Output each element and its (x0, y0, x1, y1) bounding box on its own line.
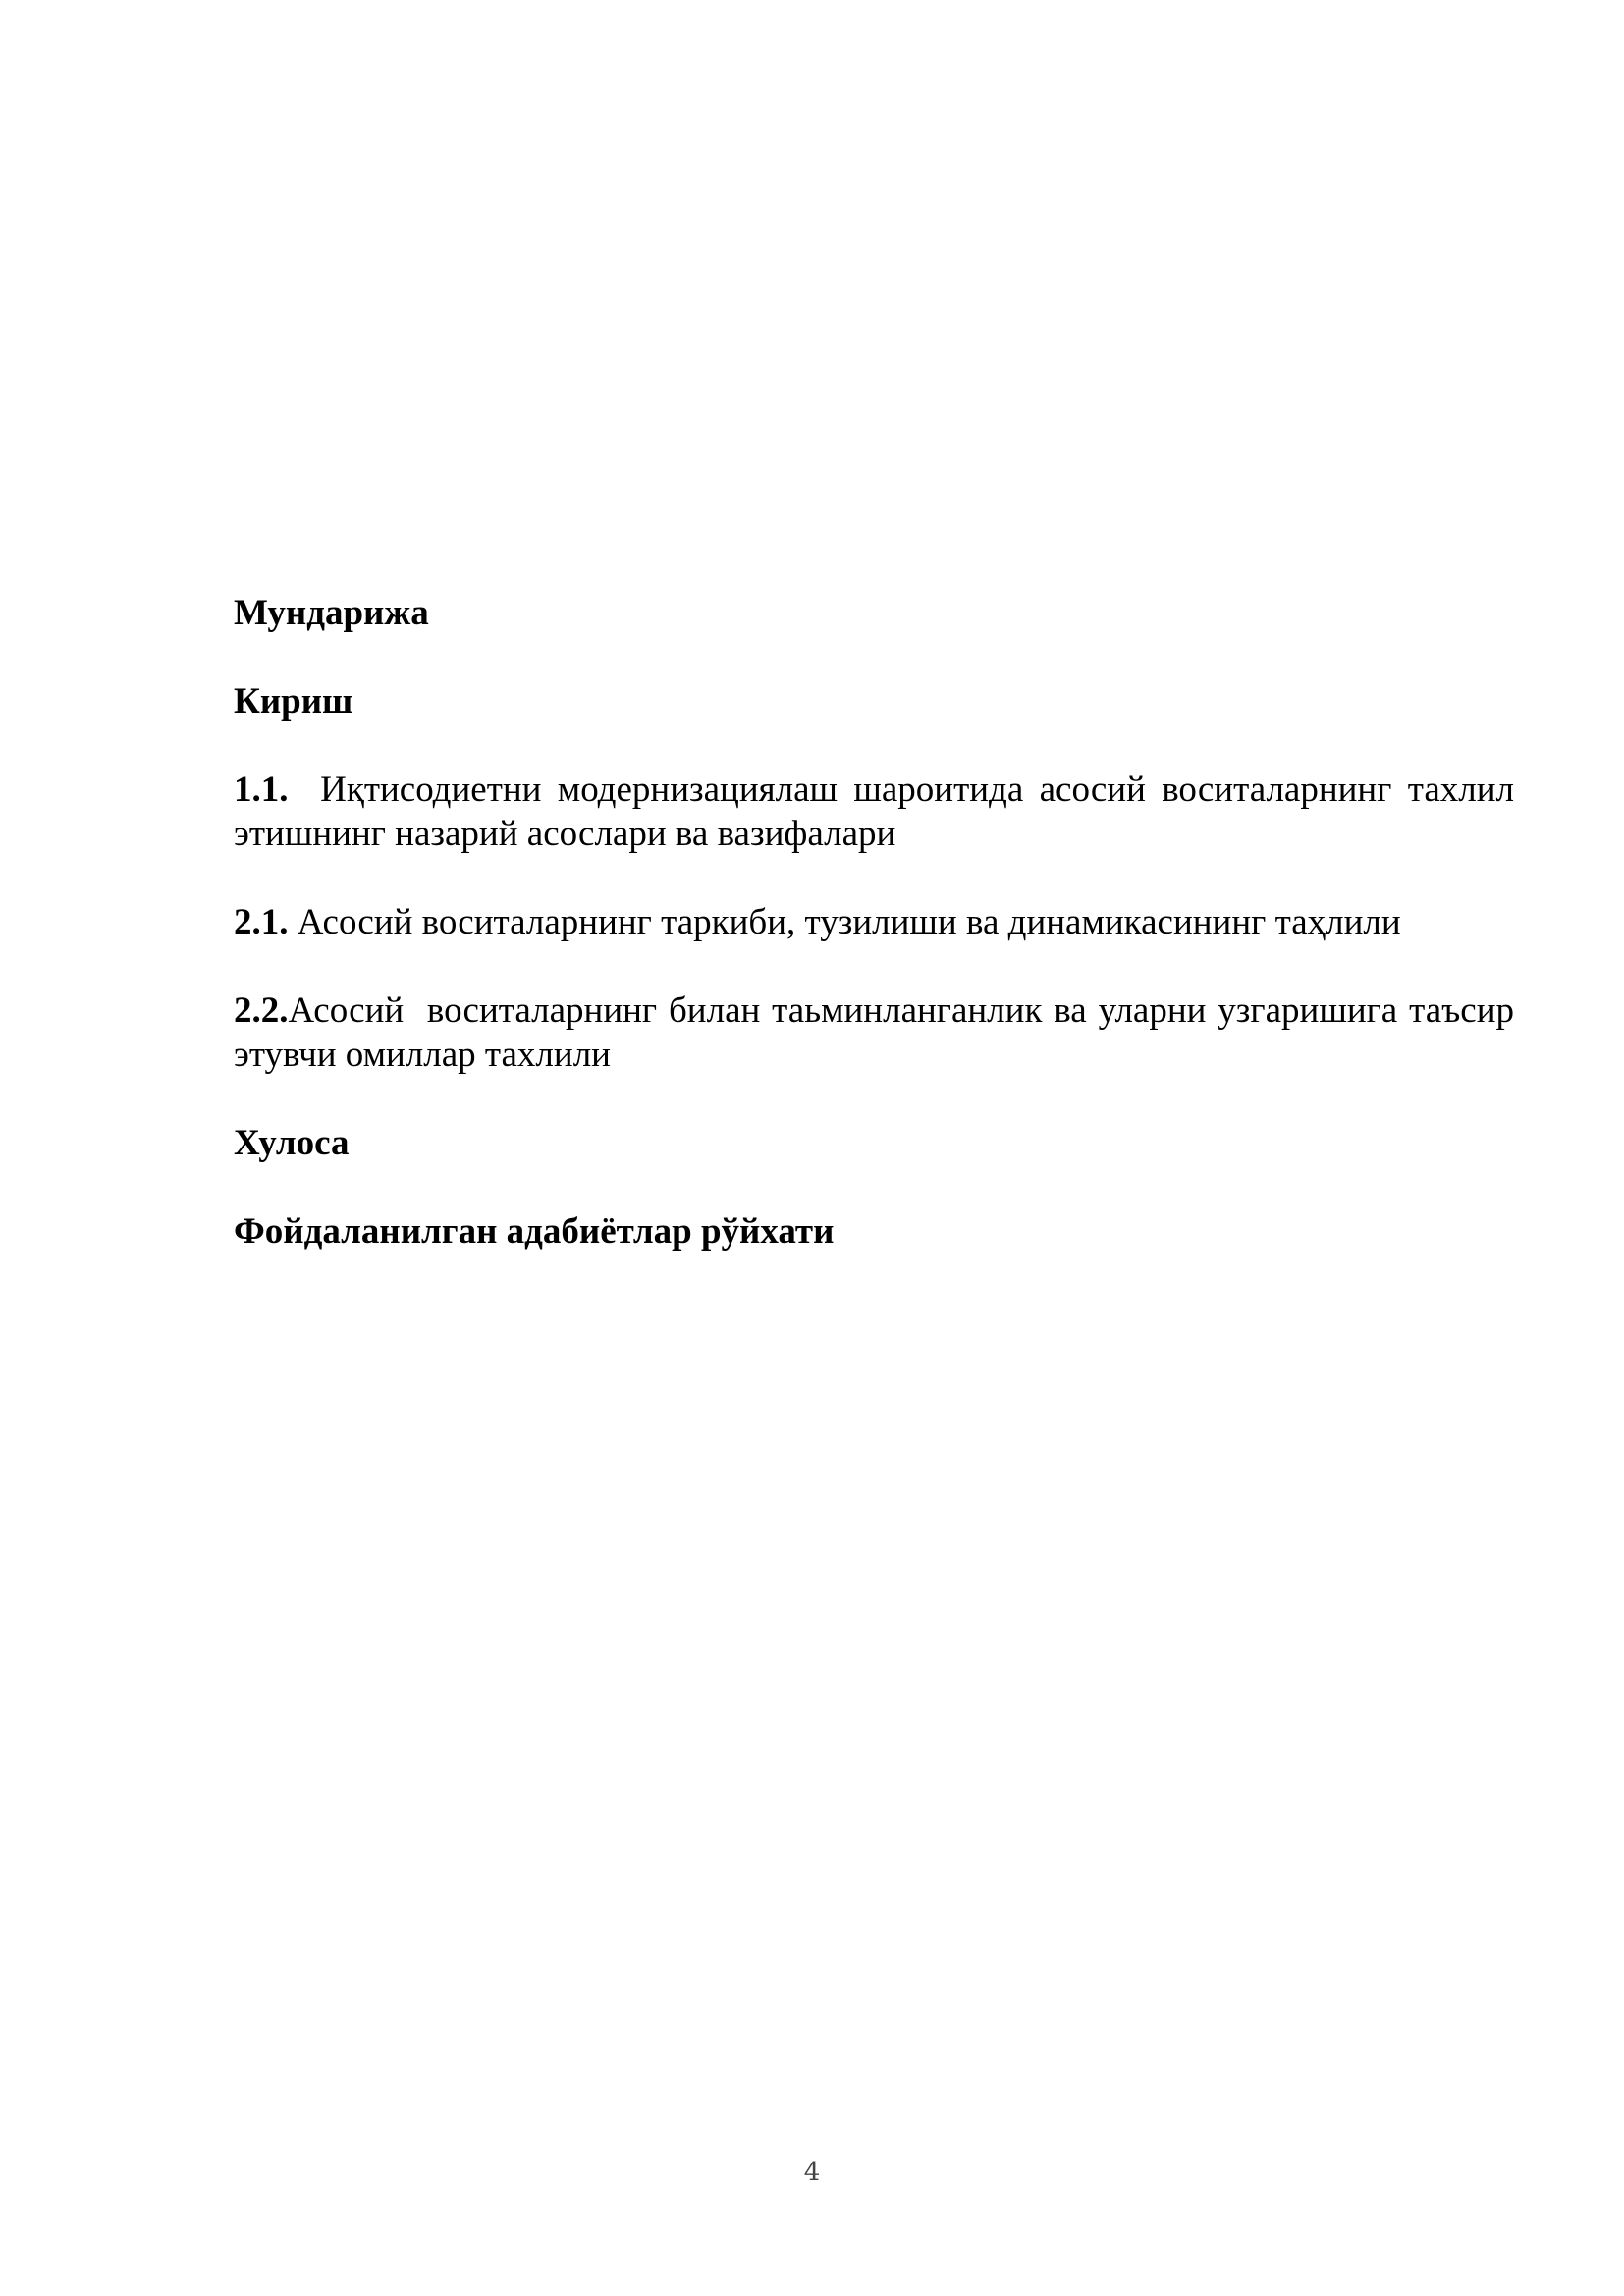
toc-entry-text: Иқтисодиетни модернизациялаш шароитида асосий воситаларнинг тахлил этишнинг назарий асослари ва вазифалари (234, 770, 1514, 854)
spacer (234, 944, 1514, 988)
spacer (234, 635, 1514, 679)
spacer (234, 1165, 1514, 1209)
toc-entry-references: Фойдаланилган адабиётлар рўйхати (234, 1211, 835, 1252)
page-number: 4 (803, 2158, 821, 2187)
toc-entry-separator (289, 770, 321, 810)
toc-entry-conclusion: Хулоса (234, 1123, 350, 1163)
spacer (234, 1077, 1514, 1121)
spacer (234, 856, 1514, 900)
toc-entry-number: 1.1. (234, 770, 289, 810)
toc-entry-separator (289, 902, 298, 942)
toc-title: Мундарижа (234, 593, 429, 633)
table-of-contents (234, 591, 1524, 1254)
toc-entry-text: Асосий воситаларнинг таркиби, тузилиши ва динамикасининг таҳлили (297, 902, 1401, 942)
toc-entry-number: 2.1. (234, 902, 289, 942)
toc-entry-introduction: Кириш (234, 681, 353, 721)
spacer (234, 723, 1514, 768)
toc-entry-number: 2.2. (234, 990, 289, 1031)
toc-entry-1-1 (234, 768, 1514, 856)
toc-entry-2-1 (234, 900, 1514, 944)
toc-entry-text: Асосий воситаларнинг билан таьминланганлик ва уларни узгаришига таъсир этувчи омиллар тахлили (234, 990, 1524, 1075)
toc-entry-2-2 (234, 988, 1524, 1077)
